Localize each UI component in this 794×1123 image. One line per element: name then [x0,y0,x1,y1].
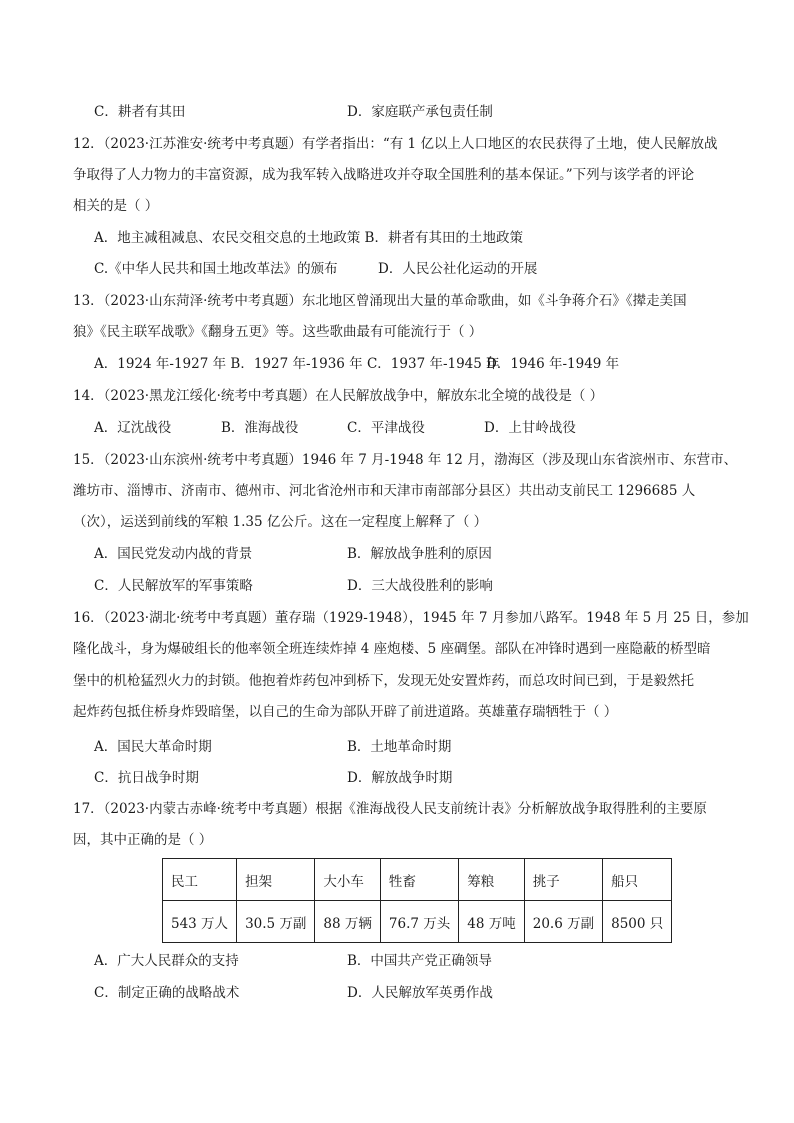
q15-option-a: A．国民党发动内战的背景 [94,546,253,562]
q16-option-a: A．国民大革命时期 [94,739,212,755]
q12-stem-line3: 相关的是（ ） [73,198,159,214]
q17-option-b: B．中国共产党正确领导 [347,953,492,969]
q17-stem-line1: 17．（2023·内蒙古赤峰·统考中考真题）根据《淮海战役人民支前统计表》分析解放战争取得胜利的主要原 [73,801,707,817]
table-cell: 20.6 万副 [524,901,602,943]
q17-option-c: C．制定正确的战略战术 [94,985,240,1001]
q13-option-abc: A．1924 年-1927 年 B．1927 年-1936 年 C．1937 年-1945 年 [94,356,500,372]
table-header-cell: 大小车 [315,859,380,901]
q14-option-a: A．辽沈战役 [94,420,172,436]
table-cell: 543 万人 [163,901,237,943]
q16-stem-line3: 堡中的机枪猛烈火力的封锁。他抱着炸药包冲到桥下，发现无处安置炸药，而总攻时间已到，于是毅然托 [73,673,694,689]
q13-option-d: D．1946 年-1949 年 [486,356,620,372]
q12-stem-line1: 12．（2023·江苏淮安·统考中考真题）有学者指出：“有 1 亿以上人口地区的农民获得了土地，使人民解放战 [73,136,718,152]
table-row [163,901,672,943]
table-header-cell: 筹粮 [459,859,524,901]
q14-option-c: C．平津战役 [347,420,425,436]
q13-stem-line1: 13．（2023·山东菏泽·统考中考真题）东北地区曾涌现出大量的革命歌曲，如《斗争蒋介石》《撵走美国 [73,293,687,309]
q16-stem-line1: 16．（2023·湖北·统考中考真题）董存瑞（1929-1948），1945 年 7 月参加八路军。1948 年 5 月 25 日，参加 [73,610,749,626]
q16-stem-line4: 起炸药包抵住桥身炸毁暗堡，以自己的生命为部队开辟了前进道路。英雄董存瑞牺牲于（ ） [73,704,618,720]
q16-option-b: B．土地革命时期 [347,739,452,755]
table-cell: 88 万辆 [315,901,380,943]
table-header-cell: 船只 [603,859,672,901]
q17-option-d: D．人民解放军英勇作战 [347,985,493,1001]
q16-option-c: C．抗日战争时期 [94,770,199,786]
q15-option-c: C．人民解放军的军事策略 [94,578,253,594]
q15-stem-line1: 15．（2023·山东滨州·统考中考真题）1946 年 7 月-1948 年 12 月，渤海区（涉及现山东省滨州市、东营市、 [73,452,738,468]
q14-stem-line1: 14．（2023·黑龙江绥化·统考中考真题）在人民解放战争中，解放东北全境的战役是（ ） [73,388,604,404]
q17-option-a: A．广大人民群众的支持 [94,953,239,969]
q12-stem-line2: 争取得了人力物力的丰富资源，成为我军转入战略进攻并夺取全国胜利的基本保证。”下列与该学者的评论 [73,167,695,183]
table-header-cell: 挑子 [524,859,602,901]
q16-option-d: D．解放战争时期 [347,770,453,786]
table-cell: 30.5 万副 [237,901,315,943]
q15-stem-line2: 潍坊市、淄博市、济南市、德州市、河北省沧州市和天津市南部部分县区）共出动支前民工 1296685 人 [73,483,696,499]
q12-option-ab: A．地主减租减息、农民交租交息的土地政策 B．耕者有其田的土地政策 [94,230,523,246]
q12-option-d: D．人民公社化运动的开展 [378,261,538,277]
support-statistics-table [162,858,672,943]
table-header-cell: 牲畜 [380,859,458,901]
table-header-row [163,859,672,901]
q13-stem-line2: 狼》《民主联军战歌》《翻身五更》等。这些歌曲最有可能流行于（ ） [73,324,483,340]
q11-option-c: C．耕者有其田 [94,104,186,120]
table-header-cell: 担架 [237,859,315,901]
q12-option-c: C.《中华人民共和国土地改革法》的颁布 [94,261,338,277]
table-header-cell: 民工 [163,859,237,901]
q15-option-b: B．解放战争胜利的原因 [347,546,492,562]
table-cell: 48 万吨 [459,901,524,943]
table-cell: 76.7 万头 [380,901,458,943]
q17-stem-line2: 因，其中正确的是（ ） [73,832,213,848]
q14-option-b: B．淮海战役 [221,420,299,436]
q15-option-d: D．三大战役胜利的影响 [347,578,493,594]
q11-option-d: D．家庭联产承包责任制 [347,104,493,120]
q16-stem-line2: 隆化战斗，身为爆破组长的他率领全班连续炸掉 4 座炮楼、5 座碉堡。部队在冲锋时遇到一座隐蔽的桥型暗 [73,641,711,657]
q14-option-d: D．上甘岭战役 [484,420,576,436]
q15-stem-line3: （次），运送到前线的军粮 1.35 亿公斤。这在一定程度上解释了（ ） [73,514,488,530]
table-cell: 8500 只 [603,901,672,943]
